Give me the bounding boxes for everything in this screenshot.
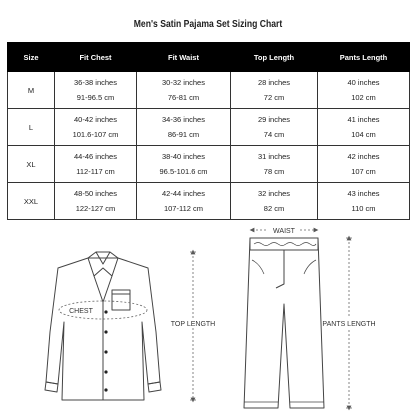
waist-cm: 96.5-101.6 cm: [159, 167, 208, 176]
top-length-label: TOP LENGTH: [170, 321, 216, 328]
top-inches: 28 inches: [257, 78, 291, 87]
header-top-length: Top Length: [231, 43, 318, 72]
waist-inches: 42-44 inches: [162, 189, 205, 198]
pants-length-cell: [318, 146, 410, 183]
waist-cm: 86-91 cm: [167, 130, 200, 139]
chest-cm: 101.6-107 cm: [72, 130, 119, 139]
waist-label: WAIST: [273, 228, 295, 235]
table-row: [8, 72, 410, 109]
pants-cm: 107 cm: [351, 167, 376, 176]
top-inches: 29 inches: [257, 115, 291, 124]
top-inches: 31 inches: [257, 152, 291, 161]
header-fit-chest: Fit Chest: [55, 43, 137, 72]
pants-inches: 43 inches: [347, 189, 380, 198]
table-row: [8, 146, 410, 183]
size-cell: XL: [8, 146, 55, 183]
chest-inches: 48-50 inches: [74, 189, 117, 198]
table-row: [8, 109, 410, 146]
top-length-cell: [231, 72, 318, 109]
pants-inches: 42 inches: [347, 152, 380, 161]
waist-cm: 76-81 cm: [167, 93, 200, 102]
waist-cell: [137, 146, 231, 183]
chest-cm: 112-117 cm: [76, 167, 115, 176]
pants-length-label: PANTS LENGTH: [322, 321, 376, 328]
top-cm: 74 cm: [263, 130, 285, 139]
chest-cm: 122-127 cm: [75, 204, 116, 213]
waist-cm: 107-112 cm: [163, 204, 204, 213]
pants-cm: 102 cm: [351, 93, 376, 102]
waist-inches: 34-36 inches: [162, 115, 205, 124]
table-header-row: [8, 43, 410, 72]
size-cell: XXL: [8, 183, 55, 220]
waist-inches: 38-40 inches: [162, 152, 205, 161]
chest-label: CHEST: [69, 308, 93, 315]
pants-illustration: [244, 238, 324, 408]
pants-cm: 104 cm: [351, 130, 376, 139]
chest-inches: 36-38 inches: [74, 78, 117, 87]
pants-length-cell: [318, 72, 410, 109]
header-size: Size: [8, 43, 55, 72]
chest-inches: 44-46 inches: [74, 152, 117, 161]
chest-cell: [55, 146, 137, 183]
chest-cm: 91-96.5 cm: [76, 93, 115, 102]
chest-cell: [55, 72, 137, 109]
top-length-cell: [231, 146, 318, 183]
shirt-illustration: [45, 252, 161, 400]
pants-length-cell: [318, 109, 410, 146]
size-table: [7, 42, 410, 220]
garment-diagram: [0, 212, 416, 416]
chest-cell: [55, 109, 137, 146]
size-cell: L: [8, 109, 55, 146]
pants-inches: 40 inches: [347, 78, 380, 87]
pants-inches: 41 inches: [347, 115, 380, 124]
top-cm: 72 cm: [263, 93, 285, 102]
waist-cell: [137, 109, 231, 146]
size-cell: M: [8, 72, 55, 109]
waist-inches: 30-32 inches: [162, 78, 205, 87]
top-inches: 32 inches: [257, 189, 291, 198]
pants-cm: 110 cm: [351, 204, 376, 213]
header-fit-waist: Fit Waist: [137, 43, 231, 72]
waist-cell: [137, 72, 231, 109]
header-pants-length: Pants Length: [318, 43, 410, 72]
top-cm: 78 cm: [263, 167, 285, 176]
top-length-cell: [231, 109, 318, 146]
chest-inches: 40-42 inches: [74, 115, 117, 124]
chart-title: Men's Satin Pajama Set Sizing Chart: [133, 18, 283, 30]
top-cm: 82 cm: [263, 204, 285, 213]
